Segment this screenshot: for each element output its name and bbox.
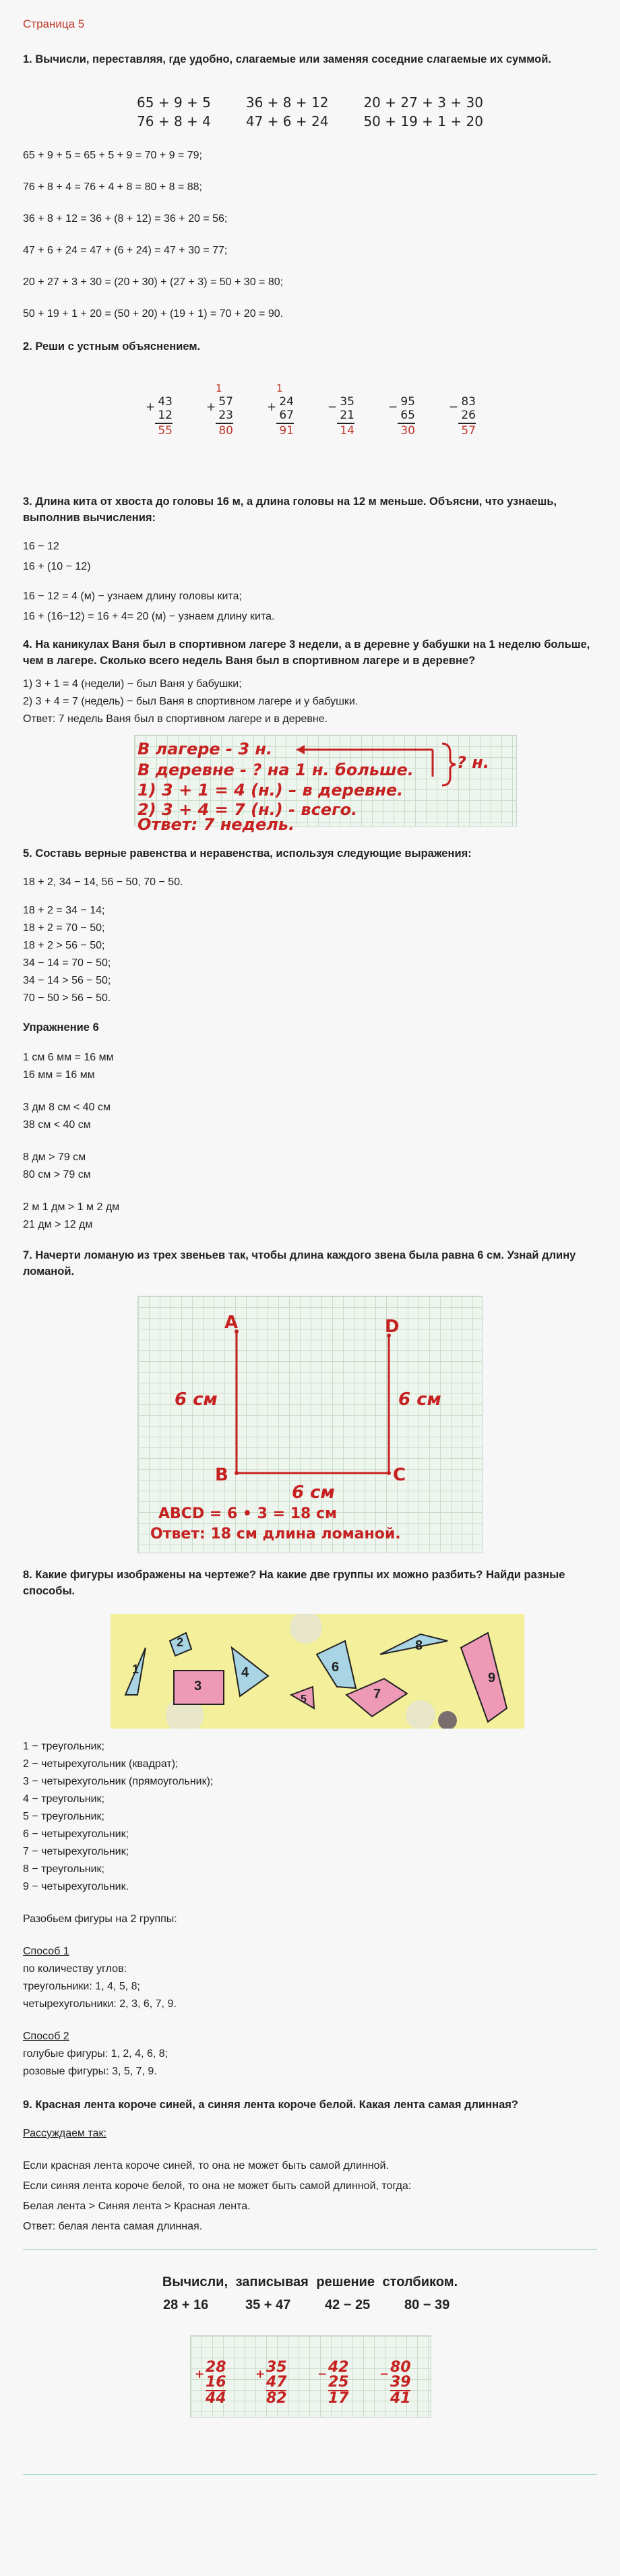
hand-line: 2) 3 + 4 = 7 (н.) - всего. <box>137 800 358 819</box>
hand-line: В лагере - 3 н. <box>137 740 273 758</box>
bonus-expression: 42 − 25 <box>325 2298 371 2312</box>
text-line: 21 дм > 12 дм <box>23 1219 93 1230</box>
figure-label: 2 <box>177 1636 184 1649</box>
list-item: 8 − треугольник; <box>23 1863 104 1875</box>
split-intro: Разобьем фигуры на 2 группы: <box>23 1913 177 1925</box>
task1-expressions <box>23 93 597 131</box>
figure-label: 3 <box>194 1679 202 1694</box>
handwritten-note <box>134 735 517 834</box>
task8-figure-wrap <box>23 1606 597 1734</box>
expression: 50 + 19 + 1 + 20 <box>363 113 483 129</box>
expression: 65 + 9 + 5 <box>137 94 211 111</box>
list-item: 4 − треугольник; <box>23 1793 104 1805</box>
text-line: 38 см < 40 см <box>23 1119 91 1131</box>
task2-columns <box>23 355 597 476</box>
text-line: 80 см > 79 см <box>23 1169 91 1180</box>
expression: 76 + 8 + 4 <box>137 113 211 129</box>
column-example: − 83 26 57 <box>449 395 476 438</box>
list-item: 2 − четырехугольник (квадрат); <box>23 1758 179 1770</box>
text-line: 16 − 12 = 4 (м) − узнаем длину головы кита; <box>23 591 242 602</box>
figure-label: 5 <box>301 1694 307 1705</box>
task8-heading: 8. Какие фигуры изображены на чертеже? На какие две группы их можно разбить? Найди разные способы. <box>23 1569 565 1597</box>
column-example: − 35 21 14 <box>328 395 354 438</box>
text-line: Если красная лента короче синей, то она не может быть самой длинной. <box>23 2160 389 2171</box>
list-item: 9 − четырехугольник. <box>23 1881 129 1892</box>
brace-arrow <box>283 740 485 787</box>
column-example: 1 + 24 67 91 <box>267 382 294 438</box>
broken-line-drawing <box>137 1296 483 1553</box>
hand-line: В деревне - ? на 1 н. больше. <box>137 760 414 779</box>
task7-drawing-wrap <box>23 1288 597 1557</box>
bonus-title: Вычисли, записывая решение столбиком. <box>162 2275 458 2289</box>
text-line: 2 м 1 дм > 1 м 2 дм <box>23 1201 120 1213</box>
figures-svg <box>111 1614 524 1729</box>
segment-label-bc: 6 см <box>292 1482 335 1503</box>
text-line: Если синяя лента короче белой, то она не может быть самой длинной, тогда: <box>23 2180 412 2192</box>
text-line: треугольники: 1, 4, 5, 8; <box>23 1981 140 1992</box>
text-line: 18 + 2 = 34 − 14; <box>23 905 105 916</box>
text-line: 16 мм = 16 мм <box>23 1069 95 1081</box>
solution-line: 50 + 19 + 1 + 20 = (50 + 20) + (19 + 1) = 70 + 20 = 90. <box>23 308 284 320</box>
bonus-column: + 35 47 82 <box>255 2359 287 2407</box>
bonus-block <box>23 2249 597 2505</box>
way2 <box>23 2029 597 2079</box>
text-line: Белая лента > Синяя лента > Красная лента. <box>23 2200 251 2212</box>
task1-solutions <box>23 148 597 322</box>
expression: 36 + 8 + 12 <box>245 94 329 111</box>
task1-heading: 1. Вычисли, переставляя, где удобно, слагаемые или заменяя соседние слагаемые их суммой. <box>23 53 551 65</box>
column-example: + 43 12 55 <box>146 395 173 438</box>
figure-label: 6 <box>332 1660 340 1675</box>
point-label-c: C <box>393 1465 406 1485</box>
text-line: 3 дм 8 см < 40 см <box>23 1102 111 1113</box>
text-line: 1 см 6 мм = 16 мм <box>23 1052 114 1063</box>
text-line: 16 + (16−12) = 16 + 4= 20 (м) − узнаем длину кита. <box>23 611 275 622</box>
text-line: 34 − 14 > 56 − 50; <box>23 975 111 986</box>
text-line: голубые фигуры: 1, 2, 4, 6, 8; <box>23 2048 168 2060</box>
figure-label: 8 <box>415 1638 423 1653</box>
solution-line: 47 + 6 + 24 = 47 + (6 + 24) = 47 + 30 = 77; <box>23 245 228 256</box>
separator <box>23 2249 597 2250</box>
text-line: Ответ: белая лента самая длинная. <box>23 2221 203 2232</box>
task3-body <box>23 539 597 624</box>
bonus-column: − 80 39 41 <box>379 2359 411 2407</box>
text-line: 8 дм > 79 см <box>23 1151 86 1163</box>
task5-heading: 5. Составь верные равенства и неравенства, используя следующие выражения: <box>23 847 472 860</box>
list-item: 6 − четырехугольник; <box>23 1828 129 1840</box>
task7-heading: 7. Начерти ломаную из трех звеньев так, чтобы длина каждого звена была равна 6 см. Узнай длину ломаной. <box>23 1249 576 1278</box>
article <box>23 18 597 2505</box>
bonus-grid <box>190 2335 431 2418</box>
ex6-body <box>23 1050 597 1232</box>
answer-line: Ответ: 18 см длина ломаной. <box>150 1526 401 1542</box>
point-label-d: D <box>385 1317 400 1337</box>
point-label-b: B <box>215 1465 228 1485</box>
text-line: Ответ: 7 недель Ваня был в спортивном лагере и в деревне. <box>23 713 328 725</box>
text-line: 70 − 50 > 56 − 50. <box>23 992 111 1004</box>
bonus-expression: 28 + 16 <box>163 2298 209 2312</box>
figure-label: 1 <box>132 1663 140 1676</box>
text-line: 16 − 12 <box>23 541 59 552</box>
task2-heading: 2. Реши с устным объяснением. <box>23 340 201 353</box>
ex6-heading: Упражнение 6 <box>23 1021 99 1034</box>
page-title: Страница 5 <box>23 18 85 30</box>
figure-label: 4 <box>241 1665 249 1680</box>
column-example: − 95 65 30 <box>388 395 415 438</box>
solution-line: 65 + 9 + 5 = 65 + 5 + 9 = 70 + 9 = 79; <box>23 150 202 161</box>
text-line: 18 + 2 = 70 − 50; <box>23 922 105 934</box>
task9-heading: 9. Красная лента короче синей, а синяя лента короче белой. Какая лента самая длинная? <box>23 2099 518 2111</box>
task3-heading: 3. Длина кита от хвоста до головы 16 м, а длина головы на 12 м меньше. Объясни, что узнаешь, выполнив вычисления: <box>23 496 557 524</box>
column-example: 1 + 57 23 80 <box>206 382 233 438</box>
way1 <box>23 1944 597 2012</box>
text-line: по количеству углов: <box>23 1963 127 1975</box>
text-line: 1) 3 + 1 = 4 (недели) − был Ваня у бабушки; <box>23 678 242 690</box>
text-line: розовые фигуры: 3, 5, 7, 9. <box>23 2066 157 2077</box>
task8-list <box>23 1739 597 1894</box>
solution-line: 76 + 8 + 4 = 76 + 4 + 8 = 80 + 8 = 88; <box>23 181 202 193</box>
hand-line: Ответ: 7 недель. <box>137 815 295 834</box>
solution-line: 20 + 27 + 3 + 30 = (20 + 30) + (27 + 3) = 50 + 30 = 80; <box>23 276 284 288</box>
reason-label: Рассуждаем так: <box>23 2128 106 2139</box>
task5-body <box>23 875 597 1006</box>
segment-label-ab: 6 см <box>175 1389 218 1410</box>
separator <box>23 2474 597 2475</box>
expression: 20 + 27 + 3 + 30 <box>363 94 483 111</box>
bonus-column: − 42 25 17 <box>317 2359 349 2407</box>
bonus-expression: 35 + 47 <box>245 2298 291 2312</box>
way1-title: Способ 1 <box>23 1946 69 1957</box>
figures-picture <box>111 1614 524 1729</box>
bonus-column: + 28 16 44 <box>195 2359 226 2407</box>
brace-label: ? н. <box>457 753 489 772</box>
figure-label: 9 <box>488 1671 496 1685</box>
text-line: 2) 3 + 4 = 7 (недель) − был Ваня в спортивном лагере и у бабушки. <box>23 696 359 707</box>
task4-heading: 4. На каникулах Ваня был в спортивном лагере 3 недели, а в деревне у бабушки на 1 неделю больше, чем в лагере. Сколько всего недель Ваня был в спортивном лагере и в деревне? <box>23 638 590 667</box>
list-item: 3 − четырехугольник (прямоугольник); <box>23 1776 214 1787</box>
list-item: 5 − треугольник; <box>23 1811 104 1822</box>
solution-line: 36 + 8 + 12 = 36 + (8 + 12) = 36 + 20 = 56; <box>23 213 228 224</box>
hand-line: 1) 3 + 1 = 4 (н.) – в деревне. <box>137 781 404 800</box>
text-line: 18 + 2 > 56 − 50; <box>23 940 105 951</box>
text-line: 18 + 2, 34 − 14, 56 − 50, 70 − 50. <box>23 876 183 888</box>
text-line: 16 + (10 − 12) <box>23 561 91 572</box>
task9-body <box>23 2159 597 2234</box>
task4-body <box>23 677 597 727</box>
list-item: 1 − треугольник; <box>23 1741 104 1752</box>
figure-label: 7 <box>373 1687 381 1702</box>
bonus-expression: 80 − 39 <box>404 2298 450 2312</box>
expression: 47 + 6 + 24 <box>245 113 329 129</box>
way2-title: Способ 2 <box>23 2031 69 2042</box>
point-label-a: A <box>224 1313 239 1333</box>
segment-label-cd: 6 см <box>398 1389 441 1410</box>
perimeter-line: ABCD = 6 • 3 = 18 см <box>158 1505 337 1522</box>
list-item: 7 − четырехугольник; <box>23 1846 129 1857</box>
text-line: четырехугольники: 2, 3, 6, 7, 9. <box>23 1998 177 2010</box>
text-line: 34 − 14 = 70 − 50; <box>23 957 111 969</box>
task4-note-wrap <box>23 735 597 834</box>
